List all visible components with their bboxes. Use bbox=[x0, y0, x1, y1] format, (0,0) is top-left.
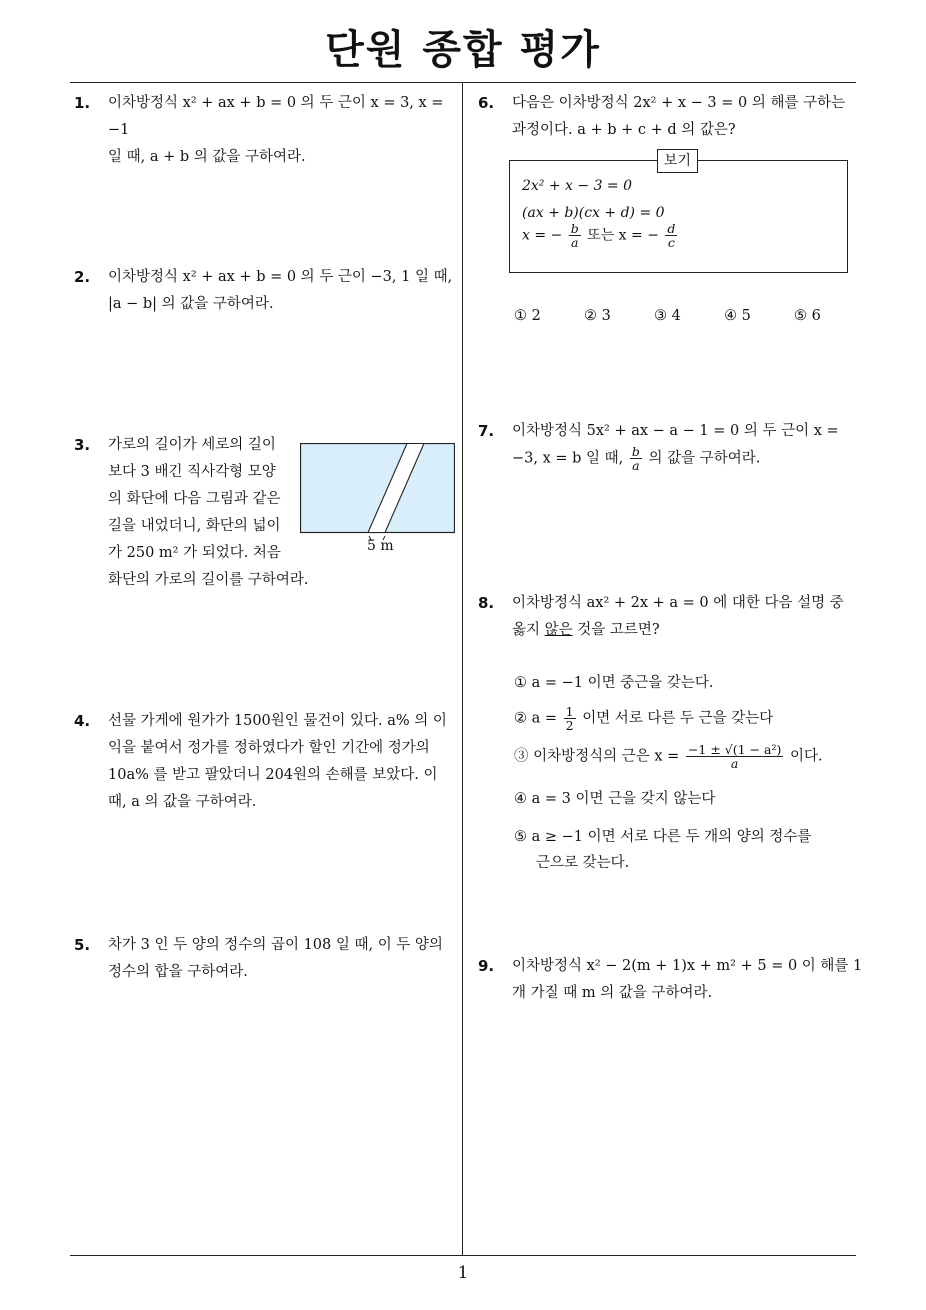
question-text-line: 이차방정식 x² + ax + b = 0 의 두 근이 x = 3, x = −1 bbox=[108, 95, 444, 138]
text: 옳지 bbox=[512, 622, 541, 638]
numerator: d bbox=[667, 221, 676, 236]
denominator: 2 bbox=[565, 718, 574, 733]
example-step-1: 2x² + x − 3 = 0 bbox=[522, 178, 633, 194]
page-number: 1 bbox=[457, 1263, 469, 1283]
choice-text-line: 근으로 갖는다. bbox=[536, 855, 630, 871]
question-text-line: 보다 3 배긴 직사각형 모양 bbox=[108, 464, 276, 480]
question-text-line: 과정이다. a + b + c + d 의 값은? bbox=[512, 122, 736, 138]
bottom-rule bbox=[70, 1255, 856, 1256]
fraction bbox=[686, 743, 783, 770]
choice-5[interactable] bbox=[514, 824, 811, 876]
question-text-line: 정수의 합을 구하여라. bbox=[108, 964, 248, 980]
column-divider bbox=[462, 82, 463, 1255]
question-text-line: 차가 3 인 두 양의 정수의 곱이 108 일 때, 이 두 양의 bbox=[108, 937, 443, 953]
underlined-text: 않은 bbox=[544, 622, 573, 638]
question-text-line bbox=[512, 445, 863, 473]
question-number: 9. bbox=[478, 957, 495, 975]
text: 이다. bbox=[789, 748, 823, 765]
question-9 bbox=[478, 953, 863, 1007]
question-number: 4. bbox=[74, 712, 91, 730]
question-6 bbox=[478, 90, 863, 144]
question-number: 5. bbox=[74, 936, 91, 954]
question-text-line: 때, a 의 값을 구하여라. bbox=[108, 794, 257, 810]
question-text-line: 다음은 이차방정식 2x² + x − 3 = 0 의 해를 구하는 bbox=[512, 95, 846, 111]
question-4 bbox=[74, 708, 459, 816]
top-rule bbox=[70, 82, 856, 83]
numerator: b bbox=[631, 444, 640, 459]
choice-4[interactable]: ④ 5 bbox=[724, 308, 751, 324]
choice-1[interactable]: ① 2 bbox=[514, 308, 541, 324]
question-2 bbox=[74, 264, 459, 318]
math-text: 또는 x = − bbox=[587, 227, 659, 244]
question-text-line: 이차방정식 5x² + ax − a − 1 = 0 의 두 근이 x = bbox=[512, 423, 839, 439]
denominator: a bbox=[571, 235, 579, 250]
denominator: a bbox=[632, 458, 640, 473]
choice-3[interactable] bbox=[514, 743, 823, 770]
choice-2[interactable]: ② 3 bbox=[584, 308, 611, 324]
question-number: 3. bbox=[74, 436, 91, 454]
question-text-line bbox=[512, 617, 863, 644]
question-5 bbox=[74, 932, 459, 986]
denominator: c bbox=[667, 235, 675, 250]
question-1 bbox=[74, 90, 459, 171]
choice-1[interactable]: ① a = −1 이면 중근을 갖는다. bbox=[514, 675, 714, 691]
text: 이면 서로 다른 두 근을 갖는다 bbox=[582, 710, 774, 727]
question-text-line: 개 가질 때 m 의 값을 구하여라. bbox=[512, 985, 713, 1001]
question-text-line: 선물 가게에 원가가 1500원인 물건이 있다. a% 의 이 bbox=[108, 713, 447, 729]
text: 것을 고르면? bbox=[577, 622, 660, 638]
page-title: 단원 종합 평가 bbox=[325, 27, 601, 73]
question-text-line: 이차방정식 x² − 2(m + 1)x + m² + 5 = 0 이 해를 1 bbox=[512, 958, 863, 974]
choice-text-line: ⑤ a ≥ −1 이면 서로 다른 두 개의 양의 정수를 bbox=[514, 829, 812, 845]
text: 의 값을 구하여라. bbox=[648, 450, 761, 467]
path-width-label: 5 m bbox=[367, 538, 394, 554]
choice-4[interactable]: ④ a = 3 이면 근을 갖지 않는다 bbox=[514, 791, 716, 807]
question-8 bbox=[478, 590, 863, 644]
question-text-line: 길을 내었더니, 화단의 넓이 bbox=[108, 518, 281, 534]
question-text-line: 가로의 길이가 세로의 길이 bbox=[108, 437, 276, 453]
garden-figure bbox=[300, 443, 455, 553]
example-box-label: 보기 bbox=[657, 149, 698, 173]
numerator: b bbox=[570, 221, 579, 236]
question-text-line: 익을 붙여서 정가를 정하였다가 할인 기간에 정가의 bbox=[108, 740, 430, 756]
question-number: 2. bbox=[74, 268, 91, 286]
fraction bbox=[569, 222, 581, 249]
text: ② a = bbox=[514, 710, 558, 727]
text: −3, x = b 일 때, bbox=[512, 450, 624, 467]
question-number: 1. bbox=[74, 94, 91, 112]
question-text-line: 화단의 가로의 길이를 구하여라. bbox=[108, 572, 309, 588]
question-number: 7. bbox=[478, 422, 495, 440]
denominator: a bbox=[730, 756, 739, 771]
question-number: 6. bbox=[478, 94, 495, 112]
question-text-line: 이차방정식 x² + ax + b = 0 의 두 근이 −3, 1 일 때, bbox=[108, 269, 453, 285]
question-text-line: 이차방정식 ax² + 2x + a = 0 에 대한 다음 설명 중 bbox=[512, 595, 844, 611]
question-3 bbox=[74, 432, 309, 594]
text: ③ 이차방정식의 근은 x = bbox=[514, 748, 680, 765]
question-number: 8. bbox=[478, 594, 495, 612]
question-text-line: 10a% 를 받고 팔았더니 204원의 손해를 보았다. 이 bbox=[108, 767, 438, 783]
question-text-line: 일 때, a + b 의 값을 구하여라. bbox=[108, 149, 306, 165]
question-text-line: |a − b| 의 값을 구하여라. bbox=[108, 296, 274, 312]
choice-2[interactable] bbox=[514, 705, 773, 732]
fraction bbox=[665, 222, 677, 249]
question-text-line: 의 화단에 다음 그림과 같은 bbox=[108, 491, 281, 507]
fraction bbox=[630, 445, 642, 472]
numerator: 1 bbox=[565, 704, 574, 719]
question-text-line: 가 250 m² 가 되었다. 처음 bbox=[108, 545, 281, 561]
question-7 bbox=[478, 418, 863, 473]
numerator: −1 ± √(1 − a²) bbox=[687, 742, 782, 757]
math-text: x = − bbox=[522, 227, 563, 244]
example-step-3 bbox=[522, 222, 679, 249]
fraction bbox=[564, 705, 576, 732]
choice-5[interactable]: ⑤ 6 bbox=[794, 308, 821, 324]
example-step-2: (ax + b)(cx + d) = 0 bbox=[522, 205, 665, 221]
choice-3[interactable]: ③ 4 bbox=[654, 308, 681, 324]
answer-choices bbox=[514, 308, 864, 324]
